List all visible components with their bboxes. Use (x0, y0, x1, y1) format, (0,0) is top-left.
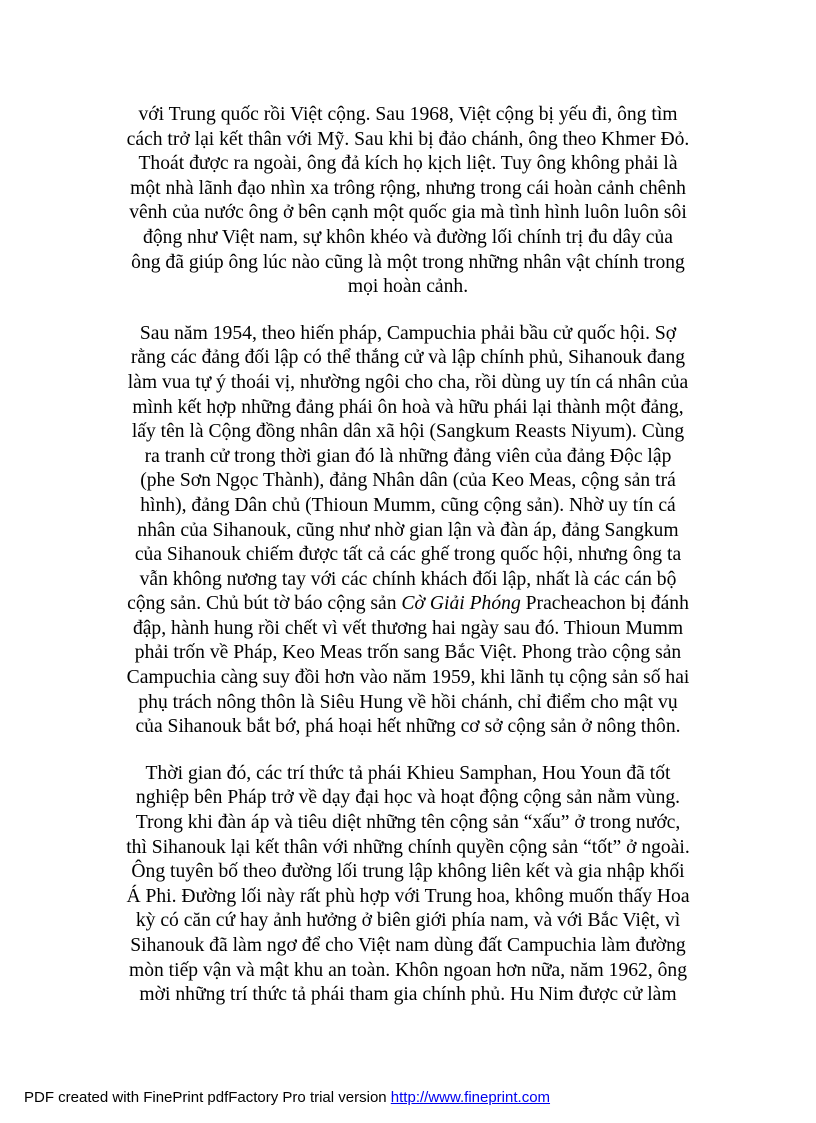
paragraph-2-text-start: Sau năm 1954, theo hiến pháp, Campuchia phải bầu cử quốc hội. Sợ rằng các đảng đối lập có thể thắng cử và lập chính phủ, Sihanouk đang làm vua tự ý thoái vị, nhường ngôi cho cha, rồi dùng uy tín cá nhân của mình kết hợp những đảng phái ôn hoà và hữu phái lại thành một đảng, lấy tên là Cộng đồng nhân dân xã hội (Sangkum Reasts Niyum). Cùng ra tranh cử trong thời gian đó là những đảng viên của đảng Độc lập (phe Sơn Ngọc Thành), đảng Nhân dân (của Keo Meas, cộng sản trá hình), đảng Dân chủ (Thioun Mumm, cũng cộng sản). Nhờ uy tín cá nhân của Sihanouk, cũng như nhờ gian lận và đàn áp, đảng Sangkum của Sihanouk chiếm được tất cả các ghế trong quốc hội, nhưng ông ta vẫn không nương tay với các chính khách đối lập, nhất là các cán bộ cộng sản. Chủ bút tờ báo cộng sản (127, 322, 689, 615)
footer-text: PDF created with FinePrint pdfFactory Pro trial version (24, 1089, 391, 1106)
footer-link[interactable]: http://www.fineprint.com (390, 1089, 551, 1106)
paragraph-2-text-end: Pracheachon bị đánh đập, hành hung rồi chết vì vết thương hai ngày sau đó. Thioun Mumm phải trốn về Pháp, Keo Meas trốn sang Bắc Việt. Phong trào cộng sản Campuchia càng suy đồi hơn vào năm 1959, khi lãnh tụ cộng sản số hai phụ trách nông thôn là Siêu Hung về hồi chánh, chỉ điểm cho mật vụ của Sihanouk bắt bớ, phá hoại hết những cơ sở cộng sản ở nông thôn. (126, 593, 690, 738)
newspaper-title: Cờ Giải Phóng (401, 593, 521, 615)
paragraph-1: với Trung quốc rồi Việt cộng. Sau 1968, Việt cộng bị yếu đi, ông tìm cách trở lại kết thân với Mỹ. Sau khi bị đảo chánh, ông theo Khmer Đỏ. Thoát được ra ngoài, ông đả kích họ kịch liệt. Tuy ông không phải là một nhà lãnh đạo nhìn xa trông rộng, nhưng trong cái hoàn cảnh chênh vênh của nước ông ở bên cạnh một quốc gia mà tình hình luôn luôn sôi động như Việt nam, sự khôn khéo và đường lối chính trị đu dây của ông đã giúp ông lúc nào cũng là một trong những nhân vật chính trong mọi hoàn cảnh. (126, 104, 690, 298)
paragraph-2 (108, 322, 708, 740)
document-body (108, 103, 708, 1030)
pdf-footer (24, 1089, 550, 1107)
paragraph-3: Thời gian đó, các trí thức tả phái Khieu Samphan, Hou Youn đã tốt nghiệp bên Pháp trở về dạy đại học và hoạt động cộng sản nằm vùng. Trong khi đàn áp và tiêu diệt những tên cộng sản “xấu” ở trong nước, thì Sihanouk lại kết thân với những chính quyền cộng sản “tốt” ở ngoài. Ông tuyên bố theo đường lối trung lập không liên kết và gia nhập khối Á Phi. Đường lối này rất phù hợp với Trung hoa, không muốn thấy Hoa kỳ có căn cứ hay ảnh hưởng ở biên giới phía nam, và với Bắc Việt, vì Sihanouk đã làm ngơ để cho Việt nam dùng đất Campuchia làm đường mòn tiếp vận và mật khu an toàn. Khôn ngoan hơn nữa, năm 1962, ông mời những trí thức tả phái tham gia chính phủ. Hu Nim được cử làm (126, 762, 690, 1006)
